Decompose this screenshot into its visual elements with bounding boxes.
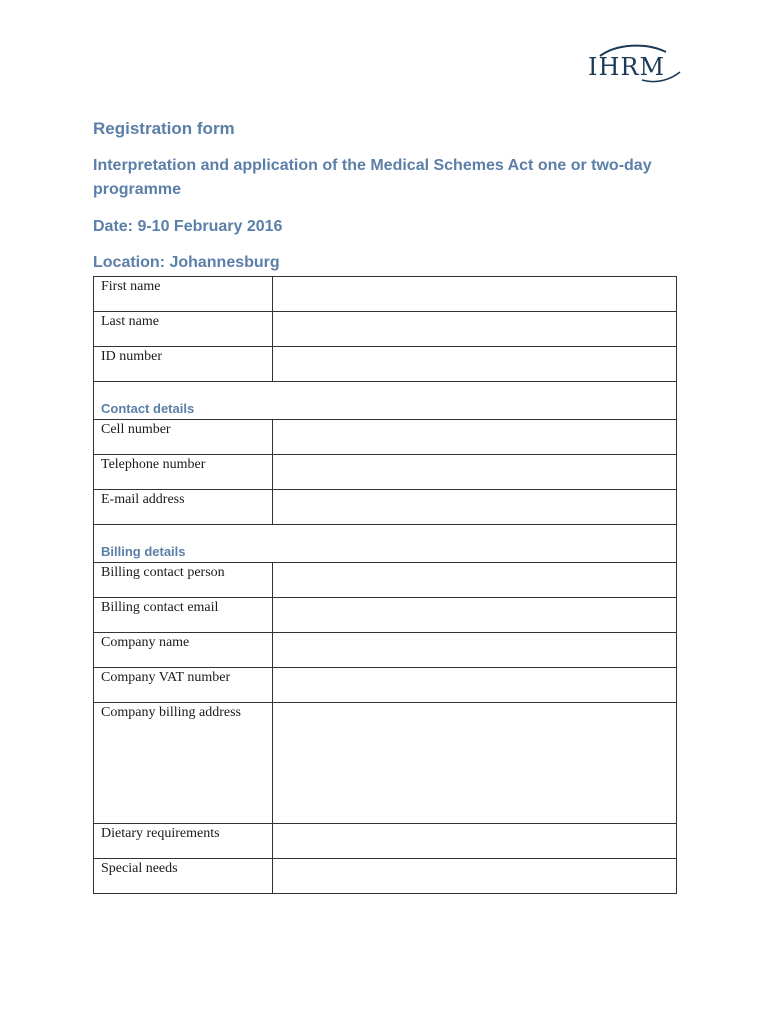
table-row [94, 633, 677, 668]
table-row [94, 668, 677, 703]
company-billing-address-field[interactable] [273, 703, 677, 824]
programme-title: Interpretation and application of the Medical Schemes Act one or two-day programme [93, 157, 652, 198]
billing-contact-email-field[interactable] [273, 598, 677, 633]
table-row [94, 420, 677, 455]
table-row [94, 455, 677, 490]
last-name-field[interactable] [273, 312, 677, 347]
billing-contact-person-field[interactable] [273, 563, 677, 598]
telephone-number-label: Telephone number [94, 455, 273, 490]
billing-contact-email-label: Billing contact email [94, 598, 273, 633]
logo-text: IHRM [588, 53, 666, 81]
table-row [94, 490, 677, 525]
table-row [94, 824, 677, 859]
cell-number-label: Cell number [94, 420, 273, 455]
section-row [94, 382, 677, 420]
registration-table [93, 276, 677, 894]
event-location: Location: Johannesburg [93, 254, 280, 271]
company-vat-number-label: Company VAT number [94, 668, 273, 703]
company-name-field[interactable] [273, 633, 677, 668]
company-vat-number-field[interactable] [273, 668, 677, 703]
first-name-label: First name [94, 277, 273, 312]
contact-details-heading: Contact details [94, 382, 677, 420]
table-row [94, 859, 677, 894]
special-needs-field[interactable] [273, 859, 677, 894]
table-row [94, 563, 677, 598]
ihrm-logo [586, 44, 682, 86]
company-billing-address-label: Company billing address [94, 703, 273, 824]
table-row [94, 277, 677, 312]
table-row [94, 598, 677, 633]
first-name-field[interactable] [273, 277, 677, 312]
section-row [94, 525, 677, 563]
cell-number-field[interactable] [273, 420, 677, 455]
dietary-requirements-field[interactable] [273, 824, 677, 859]
dietary-requirements-label: Dietary requirements [94, 824, 273, 859]
table-row [94, 347, 677, 382]
billing-details-heading: Billing details [94, 525, 677, 563]
company-name-label: Company name [94, 633, 273, 668]
billing-contact-person-label: Billing contact person [94, 563, 273, 598]
email-address-label: E-mail address [94, 490, 273, 525]
table-row [94, 312, 677, 347]
form-title: Registration form [93, 119, 235, 138]
special-needs-label: Special needs [94, 859, 273, 894]
table-row [94, 703, 677, 824]
telephone-number-field[interactable] [273, 455, 677, 490]
email-address-field[interactable] [273, 490, 677, 525]
id-number-label: ID number [94, 347, 273, 382]
last-name-label: Last name [94, 312, 273, 347]
id-number-field[interactable] [273, 347, 677, 382]
event-date: Date: 9-10 February 2016 [93, 218, 283, 235]
